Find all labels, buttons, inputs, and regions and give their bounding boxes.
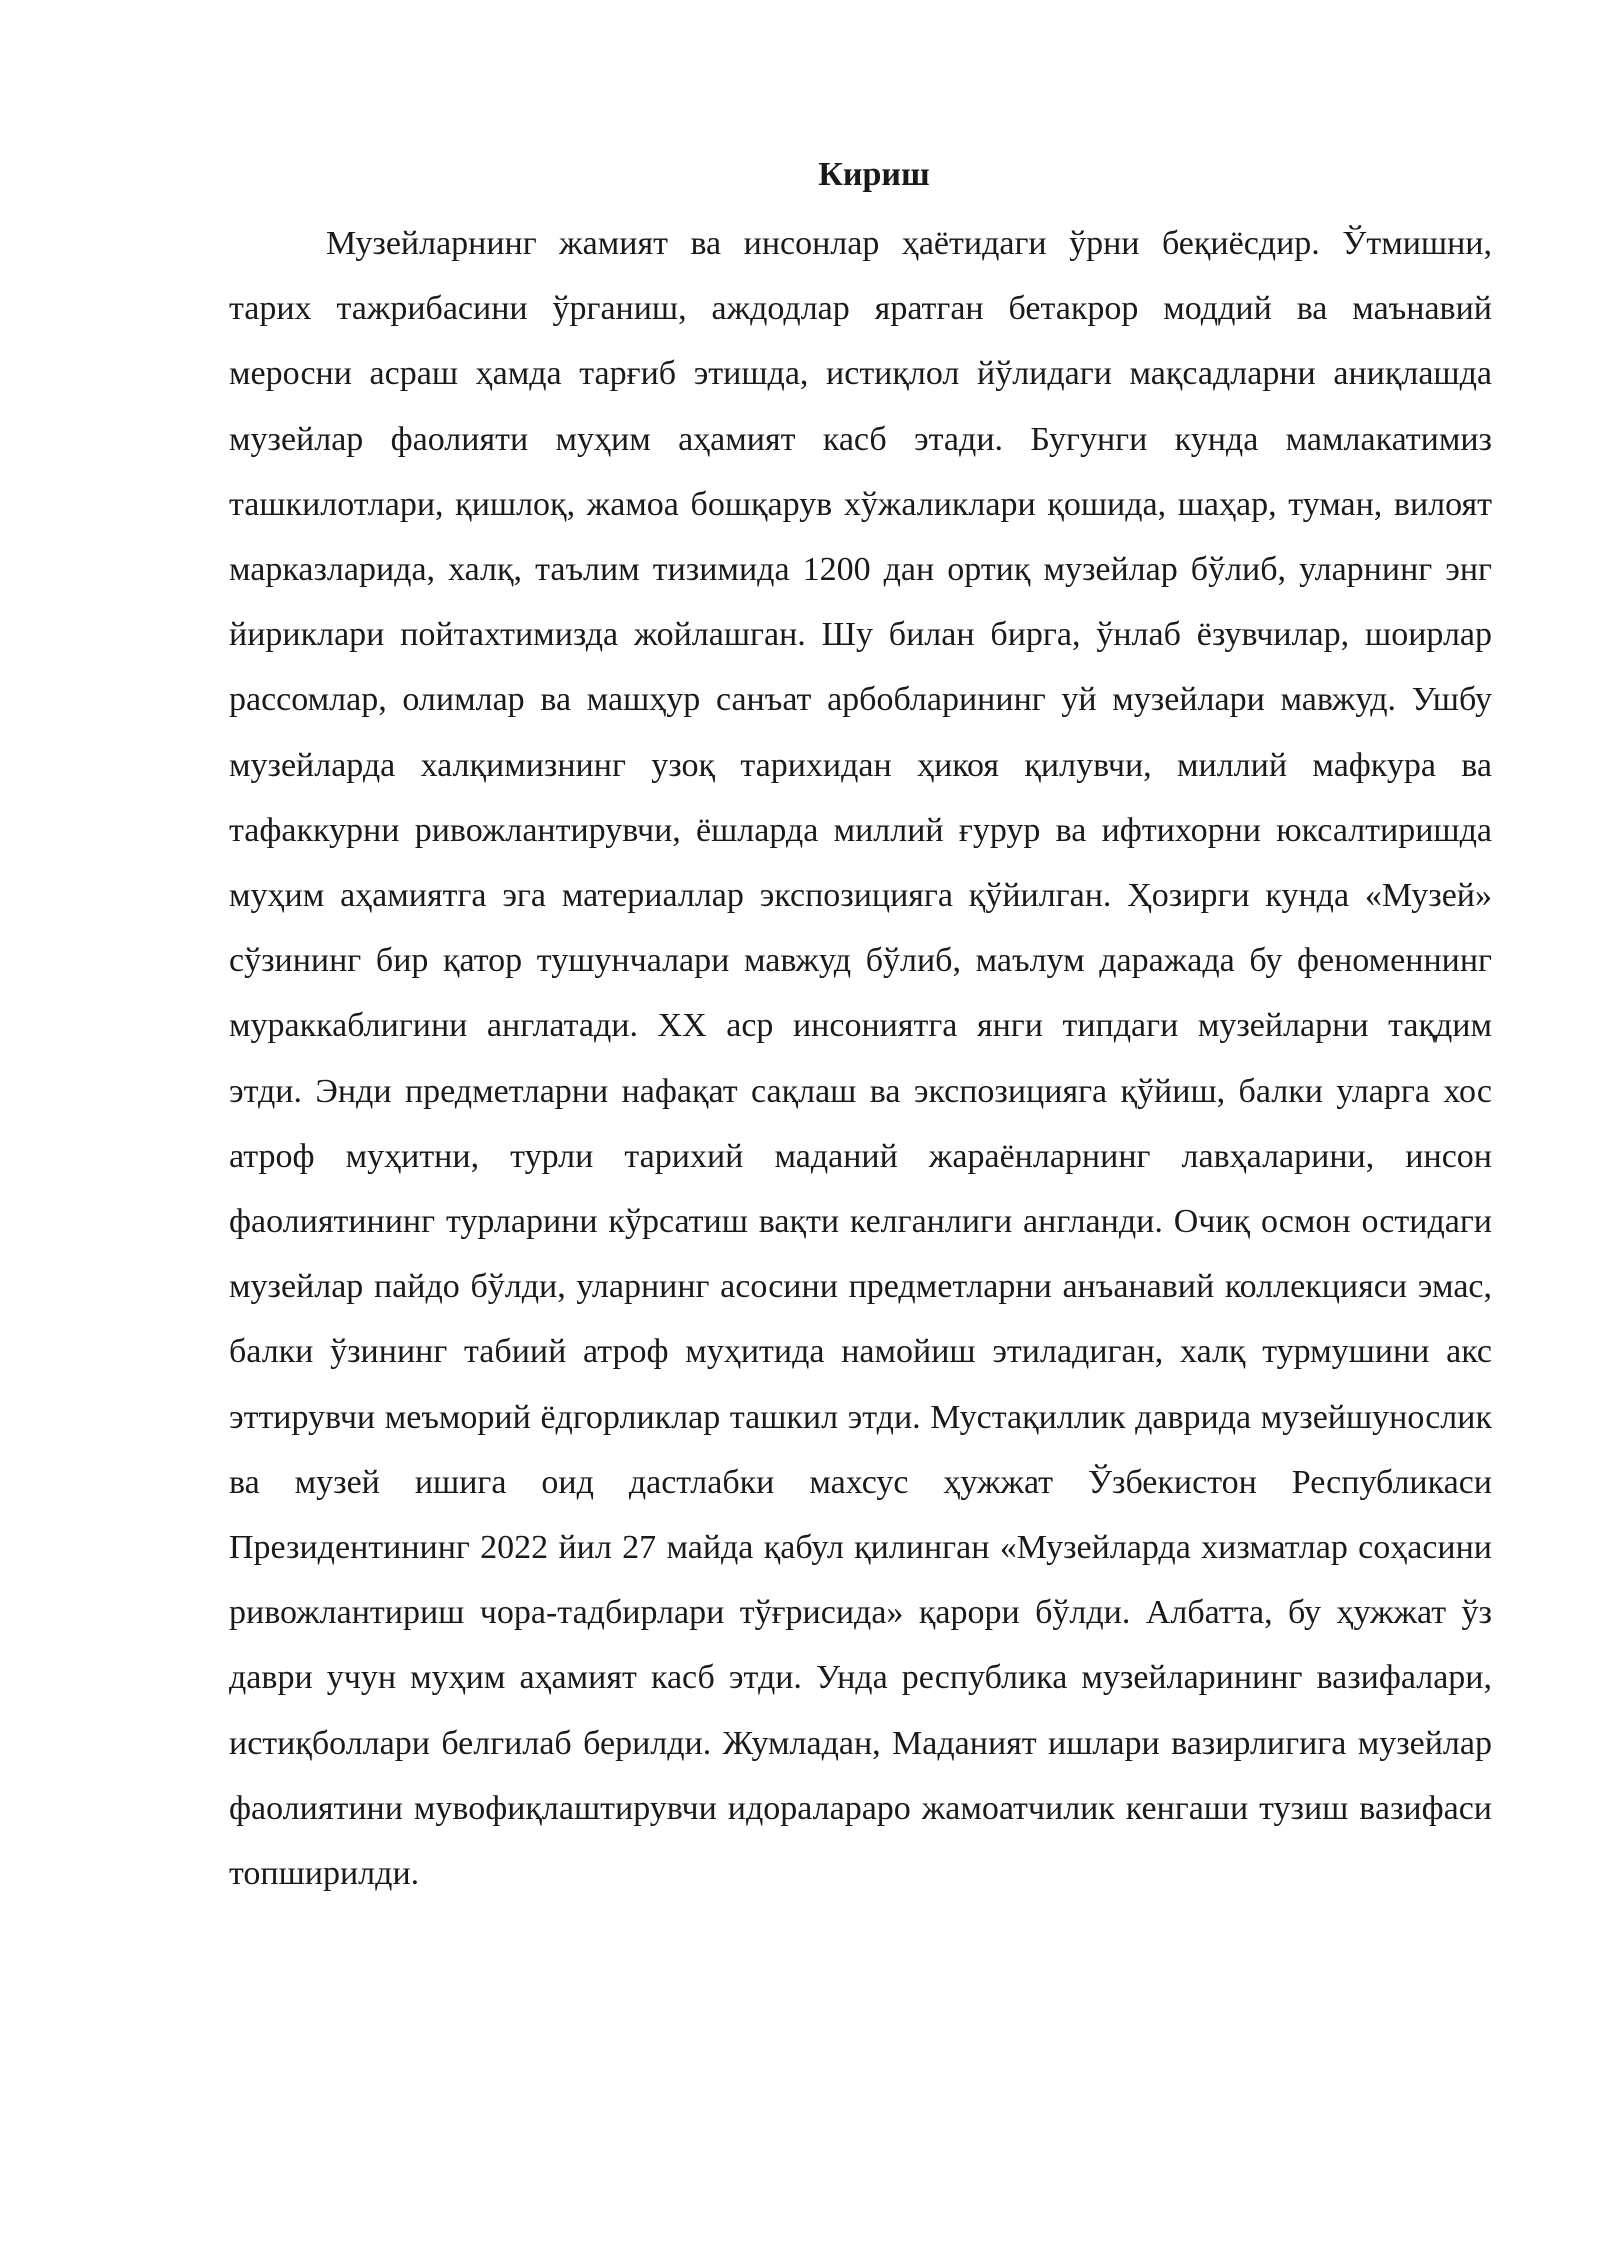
document-title: Кириш <box>818 156 930 193</box>
body-paragraph: Музейларнинг жамият ва инсонлар ҳаётидаги ўрни беқиёсдир. Ўтмишни, тарих тажрибасини ўрганиш, аждодлар яратган бетакрор моддий ва маънавий меросни асраш ҳамда тарғиб этишда, истиқлол йўлидаги мақсадларни аниқлашда музейлар фаолияти муҳим аҳамият касб этади. Бугунги кунда мамлакатимиз ташкилотлари, қишлоқ, жамоа бошқарув хўжаликлари қошида, шаҳар, туман, вилоят марказларида, халқ, таълим тизимида 1200 дан ортиқ музейлар бўлиб, уларнинг энг йириклари пойтахтимизда жойлашган. Шу билан бирга, ўнлаб ёзувчилар, шоирлар рассомлар, олимлар ва машҳур санъат арбобларининг уй музейлари мавжуд. Ушбу музейларда халқимизнинг узоқ тарихидан ҳикоя қилувчи, миллий мафкура ва тафаккурни ривожлантирувчи, ёшларда миллий ғурур ва ифтихорни юксалтиришда муҳим аҳамиятга эга материаллар экспозицияга қўйилган. Ҳозирги кунда «Музей» сўзининг бир қатор тушунчалари мавжуд бўлиб, маълум даражада бу феноменнинг мураккаблигини англатади. XX аср инсониятга янги типдаги музейларни тақдим этди. Энди предметларни нафақат сақлаш ва экспозицияга қўйиш, балки уларга хос атроф муҳитни, турли тарихий маданий жараёнларнинг лавҳаларини, инсон фаолиятининг турларини кўрсатиш вақти келганлиги англанди. Очиқ осмон остидаги музейлар пайдо бўлди, уларнинг асосини предметларни анъанавий коллекцияси эмас, балки ўзининг табиий атроф муҳитида намойиш этиладиган, халқ турмушини акс эттирувчи меъморий ёдгорликлар ташкил этди. Мустақиллик даврида музейшунослик ва музей ишига оид дастлабки махсус ҳужжат Ўзбекистон Республикаси Президентининг 2022 йил 27 майда қабул қилинган «Музейларда хизматлар соҳасини ривожлантириш чора-тадбирлари тўғрисида» қарори бўлди. Албатта, бу ҳужжат ўз даври учун муҳим аҳамият касб этди. Унда республика музейларининг вазифалари, истиқболлари белгилаб берилди. Жумладан, Маданият ишлари вазирлигига музейлар фаолиятини мувофиқлаштирувчи идоралараро жамоатчилик кенгаши тузиш вазифаси топширилди. <box>229 225 1492 1893</box>
